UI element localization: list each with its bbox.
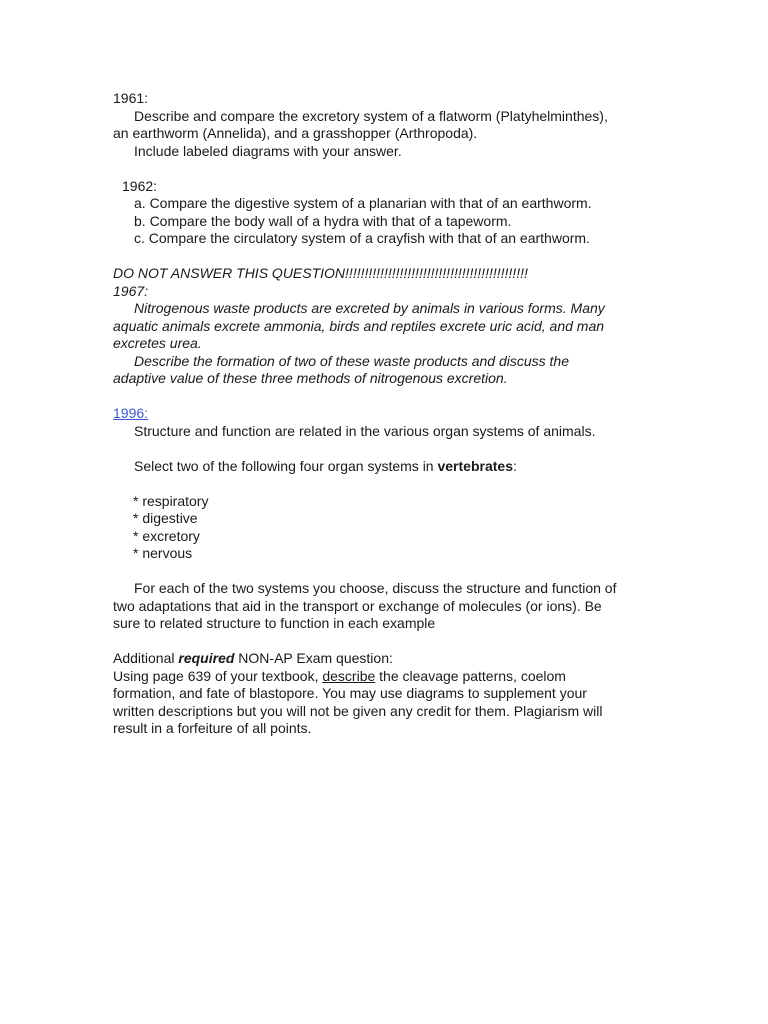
q1996-intro: Structure and function are related in the various organ systems of animals. [134,422,596,439]
spacer [113,388,673,406]
q1996-select-bold: vertebrates [437,457,513,474]
additional-heading [113,650,673,668]
document-page [113,90,673,738]
q1996-task-line1: For each of the two systems you choose, discuss the structure and function of [134,580,617,596]
q1996-year-link[interactable]: 1996: [113,405,149,421]
q1996-task-line2: two adaptations that aid in the transport or exchange of molecules (or ions). Be [113,597,602,614]
q1996-task-line3: sure to related structure to function in each example [113,615,436,631]
q1967-p1-line1: Nitrogenous waste products are excreted by animals in various forms. Many [134,300,605,316]
q1961-line3: Include labeled diagrams with your answer. [134,142,402,159]
spacer [113,475,673,493]
additional-heading-suffix: NON-AP Exam question: [234,650,393,666]
q1962-year: 1962: [122,177,158,194]
q1961-year: 1961: [113,90,149,106]
system-item-excretory: * excretory [133,527,200,544]
additional-line1 [113,668,673,686]
q1996-select-text: Select two of the following four organ systems in [134,457,438,474]
additional-line1-describe: describe [322,667,376,684]
additional-line3: written descriptions but you will not be given any credit for them. Plagiarism will [113,702,603,719]
system-item-digestive: * digestive [133,510,198,526]
q1961-line2: an earthworm (Annelida), and a grasshopper (Arthropoda). [113,125,478,141]
q1996-select-colon: : [512,457,517,474]
spacer [113,440,673,458]
additional-line1-rest: the cleavage patterns, coelom [375,667,566,684]
q1967-p1-line2: aquatic animals excrete ammonia, birds and reptiles excrete uric acid, and man [113,317,605,334]
q1967-p2-line2: adaptive value of these three methods of nitrogenous excretion. [113,370,508,386]
spacer [113,160,673,178]
additional-line1-text: Using page 639 of your textbook, [113,667,323,684]
q1996-select [113,458,673,476]
system-item-nervous: * nervous [133,545,193,561]
additional-heading-text: Additional [113,650,179,666]
spacer [113,633,673,651]
spacer [113,563,673,581]
q1962-item-a: a. Compare the digestive system of a planarian with that of an earthworm. [134,195,592,211]
q1967-p2-line1: Describe the formation of two of these waste products and discuss the [134,352,570,369]
additional-line4: result in a forfeiture of all points. [113,720,312,736]
q1962-item-b: b. Compare the body wall of a hydra with that of a tapeworm. [134,212,512,229]
q1967-warning: DO NOT ANSWER THIS QUESTION!!!!!!!!!!!!!!!!!!!!!!!!!!!!!!!!!!!!!!!!!!!!!!! [113,265,528,281]
q1962-item-c: c. Compare the circulatory system of a crayfish with that of an earthworm. [134,230,590,246]
q1967-p1-line3: excretes urea. [113,335,202,351]
q1967-year: 1967: [113,282,149,299]
system-item-respiratory: * respiratory [133,492,209,509]
spacer [113,248,673,266]
additional-heading-required: required [178,650,235,666]
q1961-line1: Describe and compare the excretory system of a flatworm (Platyhelminthes), [134,107,608,124]
additional-line2: formation, and fate of blastopore. You may use diagrams to supplement your [113,685,587,701]
